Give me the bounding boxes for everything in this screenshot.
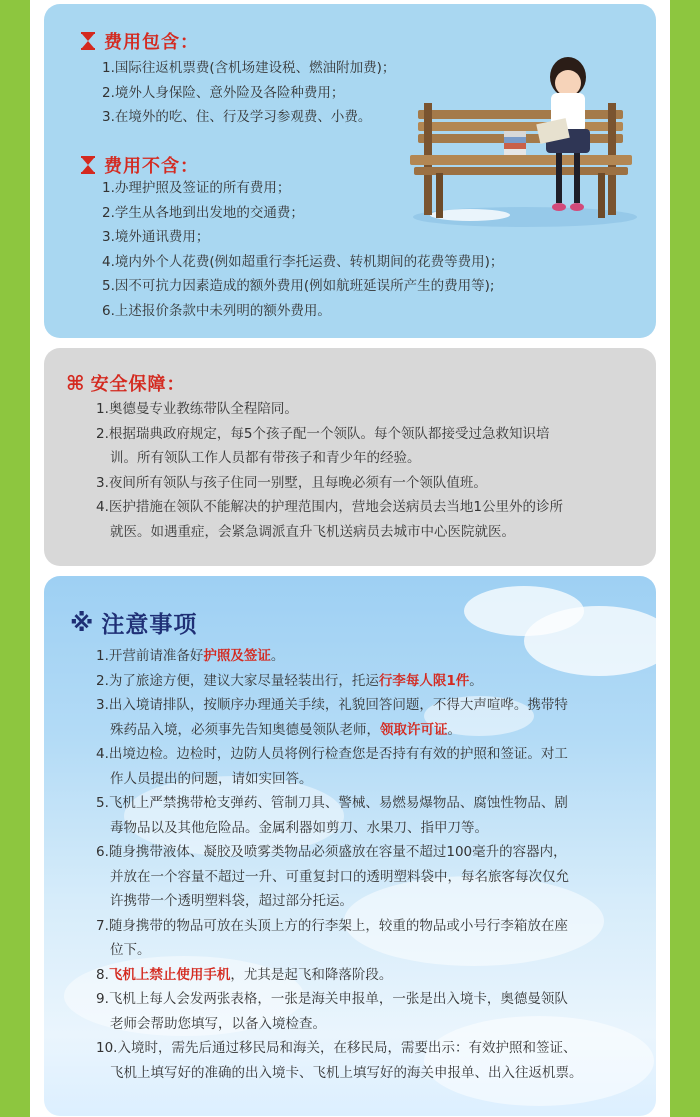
note-text: 。: [270, 648, 285, 664]
note-highlight: 领取许可证: [380, 721, 448, 738]
list-item: 3.境外通讯费用；: [102, 229, 210, 245]
list-item: 6.上述报价条款中未列明的额外费用。: [102, 302, 331, 319]
list-item: 5.因不可抗力因素造成的额外费用(例如航班延误所产生的费用等);: [102, 278, 495, 294]
excluded-heading: [80, 152, 199, 178]
list-item: 2.根据瑞典政府规定，每5个孩子配一个领队。每个领队都接受过急救知识培: [96, 425, 550, 442]
note-text: ，尤其是起飞和降落阶段。: [230, 966, 393, 983]
hourglass-icon: [80, 156, 96, 174]
included-title: 费用包含：: [104, 32, 199, 53]
list-item: 3.夜间所有领队与孩子住同一别墅，且每晚必须有一个领队值班。: [96, 474, 487, 491]
note-text: 殊药品入境，必须事先告知奥德曼领队老师，: [110, 721, 380, 738]
list-item: 训。所有领队工作人员都有带孩子和青少年的经验。: [110, 450, 421, 466]
girl-on-bench-illustration: [410, 55, 640, 230]
note-highlight: 行李每人限1件: [378, 672, 470, 689]
list-item: 就医。如遇重症，会紧急调派直升飞机送病员去城市中心医院就医。: [110, 523, 515, 540]
list-item: 并放在一个容量不超过一升、可重复封口的透明塑料袋中，每名旅客每次仅允: [110, 868, 569, 885]
note-text: 8.: [96, 966, 109, 983]
hourglass-icon: [80, 32, 96, 50]
list-item: 飞机上填写好的准确的出入境卡、飞机上填写好的海关申报单、出入往返机票。: [110, 1064, 583, 1081]
list-item: 2.学生从各地到出发地的交通费；: [102, 204, 304, 221]
list-item: 1.办理护照及签证的所有费用；: [102, 180, 291, 196]
note-highlight: 飞机上禁止使用手机: [108, 966, 231, 983]
included-heading: [80, 28, 199, 54]
list-item: 9.飞机上每人会发两张表格，一张是海关申报单，一张是出入境卡，奥德曼领队: [96, 991, 568, 1007]
list-item: 10.入境时，需先后通过移民局和海关，在移民局，需要出示：有效护照和签证、: [96, 1040, 577, 1056]
list-item: [96, 644, 583, 669]
note-highlight: 护照及签证: [203, 648, 271, 664]
list-item: 1.国际往返机票费(含机场建设税、燃油附加费)；: [102, 60, 396, 76]
notes-list: [96, 644, 583, 1085]
reference-mark-icon: ※: [70, 608, 94, 637]
safety-panel: [44, 348, 656, 566]
list-item: 毒物品以及其他危险品。金属利器如剪刀、水果刀、指甲刀等。: [110, 819, 488, 836]
list-item: 7.随身携带的物品可放在头顶上方的行李架上，较重的物品或小号行李箱放在座: [96, 917, 568, 934]
notes-title: 注意事项: [101, 612, 198, 638]
safety-heading: [66, 370, 186, 396]
list-item: [96, 669, 583, 694]
list-item: 位下。: [110, 942, 151, 958]
excluded-title: 费用不含：: [104, 156, 199, 177]
list-item: 作人员提出的问题，请如实回答。: [110, 770, 313, 787]
list-item: 2.境外人身保险、意外险及各险种费用；: [102, 84, 345, 101]
list-item: 4.医护措施在领队不能解决的护理范围内，营地会送病员去当地1公里外的诊所: [96, 499, 563, 515]
list-item: 4.出境边检。边检时，边防人员将例行检查您是否持有有效的护照和签证。对工: [96, 746, 568, 762]
list-item: [96, 963, 583, 988]
included-list: [102, 56, 395, 130]
left-border: [0, 0, 30, 1117]
list-item: 3.出入境请排队，按顺序办理通关手续，礼貌回答问题，不得大声喧哗。携带特: [96, 697, 568, 713]
list-item: 5.飞机上严禁携带枪支弹药、管制刀具、警械、易燃易爆物品、腐蚀性物品、剧: [96, 795, 568, 811]
list-item: 许携带一个透明塑料袋，超过部分托运。: [110, 893, 353, 909]
notes-heading: [70, 606, 197, 639]
right-border: [670, 0, 700, 1117]
note-text: 。: [447, 721, 461, 738]
list-item: [96, 718, 583, 743]
list-item: 老师会帮助您填写，以备入境检查。: [110, 1015, 326, 1032]
safety-title: 安全保障：: [90, 374, 186, 395]
list-item: 6.随身携带液体、凝胶及喷雾类物品必须盛放在容量不超过100毫升的容器内，: [96, 844, 567, 860]
list-item: 3.在境外的吃、住、行及学习参观费、小费。: [102, 109, 372, 125]
note-text: 2.为了旅途方便，建议大家尽量轻装出行，托运: [96, 672, 379, 689]
command-icon: ⌘: [66, 371, 85, 395]
list-item: 4.境内外个人花费(例如超重行李托运费、转机期间的花费等费用)；: [102, 253, 504, 270]
safety-list: [96, 397, 563, 544]
notes-panel: [44, 576, 656, 1116]
note-text: 1.开营前请准备好: [96, 648, 204, 664]
note-text: 。: [469, 672, 483, 689]
list-item: 1.奥德曼专业教练带队全程陪同。: [96, 401, 298, 417]
